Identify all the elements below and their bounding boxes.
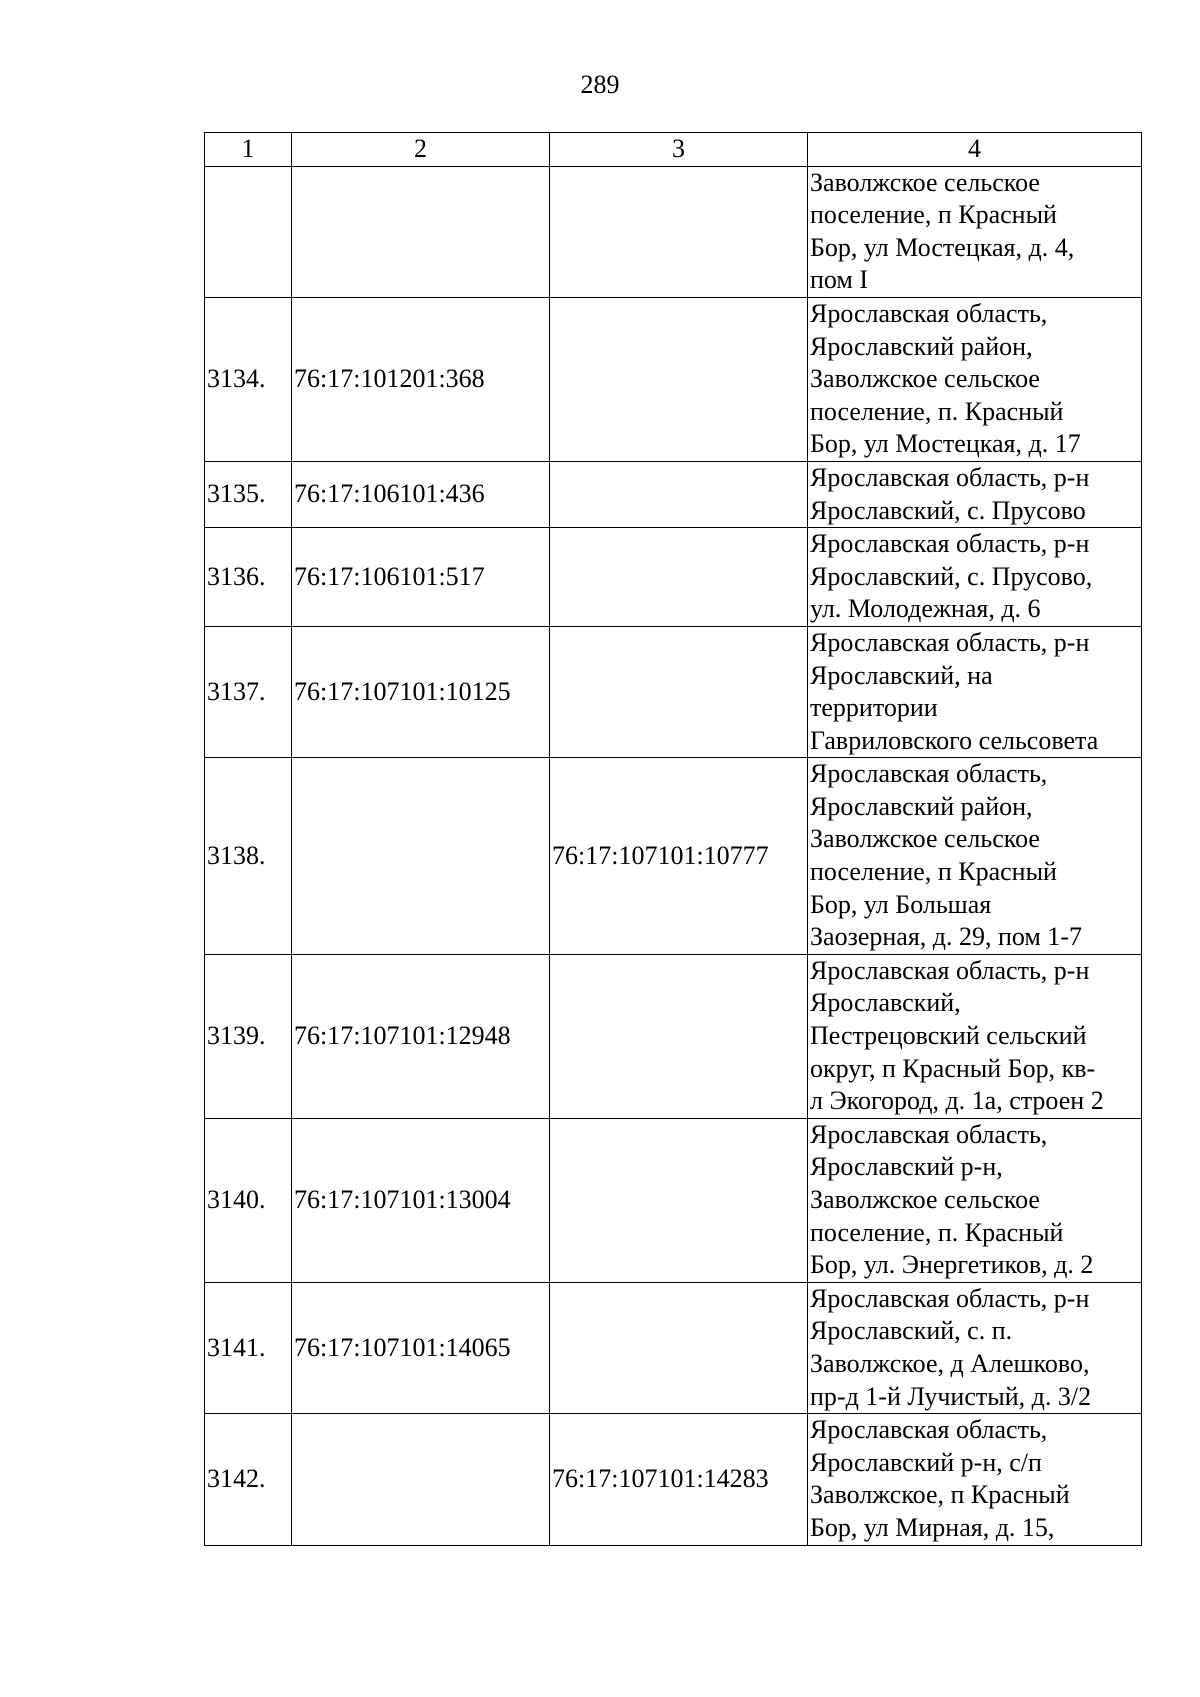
table-body xyxy=(205,166,1142,1545)
table-row xyxy=(205,626,1142,757)
address-cell: Ярославская область, р-н Ярославский, на территории Гавриловского сельсовета xyxy=(808,626,1142,757)
row-number: 3137. xyxy=(205,626,292,757)
cadastral-number-col3 xyxy=(550,626,808,757)
table-row xyxy=(205,166,1142,297)
row-number: 3142. xyxy=(205,1414,292,1545)
table-row xyxy=(205,1118,1142,1282)
table-row xyxy=(205,1282,1142,1413)
page-number: 289 xyxy=(580,70,620,99)
header-col-3: 3 xyxy=(550,133,808,167)
header-col-1: 1 xyxy=(205,133,292,167)
cadastral-number-col2: 76:17:107101:10125 xyxy=(292,626,550,757)
address-cell: Ярославская область, р-н Ярославский, с. Прусово xyxy=(808,461,1142,527)
registry-table xyxy=(204,132,1142,1546)
cadastral-number-col3 xyxy=(550,954,808,1118)
address-cell: Ярославская область, р-н Ярославский, с. Прусово, ул. Молодежная, д. 6 xyxy=(808,528,1142,627)
header-col-2: 2 xyxy=(292,133,550,167)
cadastral-number-col2: 76:17:106101:436 xyxy=(292,461,550,527)
cadastral-number-col2: 76:17:101201:368 xyxy=(292,297,550,461)
cadastral-number-col3: 76:17:107101:10777 xyxy=(550,758,808,955)
cadastral-number-col2: 76:17:107101:14065 xyxy=(292,1282,550,1413)
row-number: 3134. xyxy=(205,297,292,461)
cadastral-number-col3 xyxy=(550,297,808,461)
table-row xyxy=(205,528,1142,627)
cadastral-number-col3 xyxy=(550,1118,808,1282)
address-cell: Ярославская область, р-н Ярославский, Пестрецовский сельский округ, п Красный Бор, кв- л Экогород, д. 1а, строен 2 xyxy=(808,954,1142,1118)
row-number xyxy=(205,166,292,297)
cadastral-number-col2: 76:17:106101:517 xyxy=(292,528,550,627)
row-number: 3135. xyxy=(205,461,292,527)
address-cell: Заволжское сельское поселение, п Красный Бор, ул Мостецкая, д. 4, пом I xyxy=(808,166,1142,297)
header-col-4: 4 xyxy=(808,133,1142,167)
row-number: 3141. xyxy=(205,1282,292,1413)
table-header xyxy=(205,133,1142,167)
row-number: 3140. xyxy=(205,1118,292,1282)
cadastral-number-col2 xyxy=(292,1414,550,1545)
table-row xyxy=(205,297,1142,461)
address-cell: Ярославская область, р-н Ярославский, с. п. Заволжское, д Алешково, пр-д 1-й Лучистый, д. 3/2 xyxy=(808,1282,1142,1413)
header-row xyxy=(205,133,1142,167)
table-row xyxy=(205,461,1142,527)
table-row xyxy=(205,954,1142,1118)
table-row xyxy=(205,1414,1142,1545)
address-cell: Ярославская область, Ярославский район, Заволжское сельское поселение, п Красный Бор, ул Большая Заозерная, д. 29, пом 1-7 xyxy=(808,758,1142,955)
address-cell: Ярославская область, Ярославский р-н, Заволжское сельское поселение, п. Красный Бор, ул. Энергетиков, д. 2 xyxy=(808,1118,1142,1282)
address-cell: Ярославская область, Ярославский район, Заволжское сельское поселение, п. Красный Бор, ул Мостецкая, д. 17 xyxy=(808,297,1142,461)
cadastral-number-col3 xyxy=(550,528,808,627)
row-number: 3136. xyxy=(205,528,292,627)
cadastral-number-col2 xyxy=(292,166,550,297)
table-row xyxy=(205,758,1142,955)
cadastral-number-col3 xyxy=(550,1282,808,1413)
cadastral-number-col2: 76:17:107101:12948 xyxy=(292,954,550,1118)
cadastral-number-col3 xyxy=(550,461,808,527)
address-cell: Ярославская область, Ярославский р-н, с/п Заволжское, п Красный Бор, ул Мирная, д. 15, xyxy=(808,1414,1142,1545)
row-number: 3138. xyxy=(205,758,292,955)
cadastral-number-col3 xyxy=(550,166,808,297)
row-number: 3139. xyxy=(205,954,292,1118)
cadastral-number-col2: 76:17:107101:13004 xyxy=(292,1118,550,1282)
cadastral-number-col3: 76:17:107101:14283 xyxy=(550,1414,808,1545)
cadastral-number-col2 xyxy=(292,758,550,955)
